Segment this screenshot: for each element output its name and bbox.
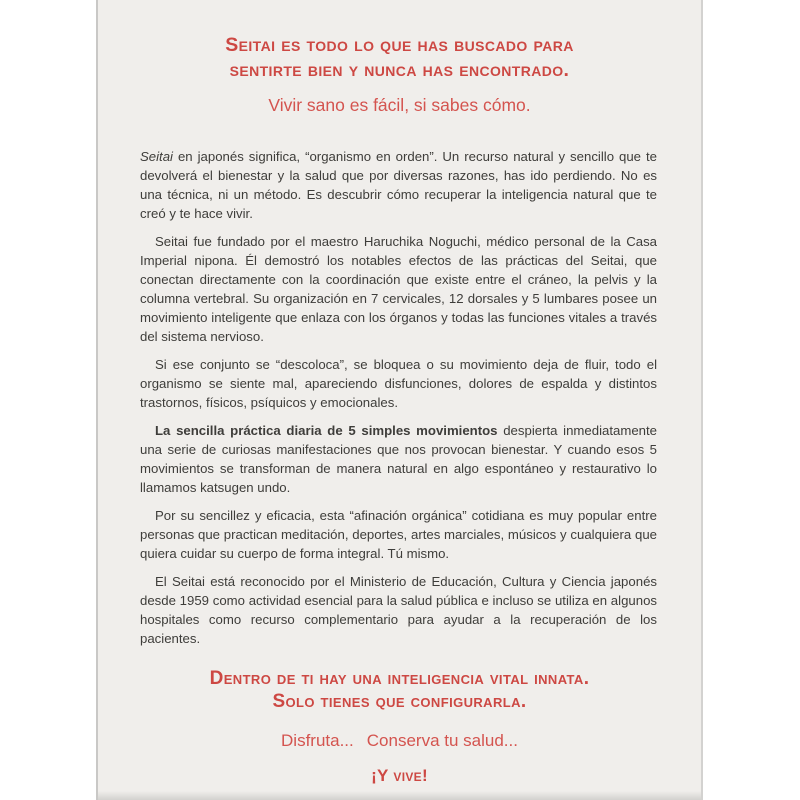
paragraph (140, 232, 657, 346)
paragraph-segment: despierta inmediatamente una serie de curiosas manifestaciones que nos provocan bienestar. Y cuando esos 5 movimientos se transforman de manera natural en algo espontáneo y restaurativo lo llamamos katsugen undo. (140, 423, 657, 495)
closing-heading-line-1: Dentro de ti hay una inteligencia vital innata. (209, 668, 590, 689)
paragraph (140, 572, 657, 648)
closing-heading (98, 667, 701, 713)
paragraph-segment: en japonés significa, “organismo en orden”. Un recurso natural y sencillo que te devolverá el bienestar y la salud que por diversas razones, has ido perdiendo. No es una técnica, ni un método. Es descubrir cómo recuperar la inteligencia natural que te creó y te hace vivir. (140, 149, 657, 221)
paragraph-segment: Seitai fue fundado por el maestro Haruchika Noguchi, médico personal de la Casa Imperial nipona. Él demostró los notables efectos de las prácticas del Seitai, que conectan directamente con la coordinación que existe entre el cráneo, la pelvis y la columna vertebral. Su organización en 7 cervicales, 12 dorsales y 5 lumbares posee un movimiento inteligente que enlaza con los órganos y todas las funciones vitales a través del sistema nervioso. (140, 234, 657, 344)
closing-heading-line-2: Solo tienes que configurarla. (272, 691, 527, 712)
paragraph (140, 147, 657, 223)
paragraph (140, 355, 657, 412)
paragraph-segment: Seitai (140, 149, 173, 164)
live-line: ¡Y vive! (371, 766, 428, 785)
paragraph-segment: Por su sencillez y eficacia, esta “afinación orgánica” cotidiana es muy popular entre personas que practican meditación, deportes, artes marciales, músicos y cualquiera que quiera cuidar su cuerpo de forma integral. Tú mismo. (140, 508, 657, 561)
paragraph-segment: El Seitai está reconocido por el Ministerio de Educación, Cultura y Ciencia japonés desde 1959 como actividad esencial para la salud pública e incluso se utiliza en algunos hospitales como recurso complementario para ayudar a la recuperación de los pacientes. (140, 574, 657, 646)
enjoy-conserva: Conserva tu salud... (366, 731, 518, 750)
paragraph-segment: La sencilla práctica diaria de 5 simples movimientos (155, 423, 498, 438)
subheadline: Vivir sano es fácil, si sabes cómo. (268, 95, 531, 115)
enjoy-disfruta: Disfruta... (281, 731, 354, 750)
paragraph (140, 421, 657, 497)
scanned-page (96, 0, 703, 800)
enjoy-line (98, 731, 701, 751)
paragraph (140, 506, 657, 563)
paragraph-segment: Si ese conjunto se “descoloca”, se bloquea o su movimiento deja de fluir, todo el organismo se siente mal, apareciendo disfunciones, dolores de espalda y distintos trastornos, físicos, psíquicos y emocionales. (140, 357, 657, 410)
body-paragraphs (140, 147, 657, 648)
headline-line-1: Seitai es todo lo que has buscado para (225, 34, 574, 56)
headline-line-2: sentirte bien y nunca has encontrado. (229, 59, 570, 81)
main-headline (98, 0, 701, 83)
